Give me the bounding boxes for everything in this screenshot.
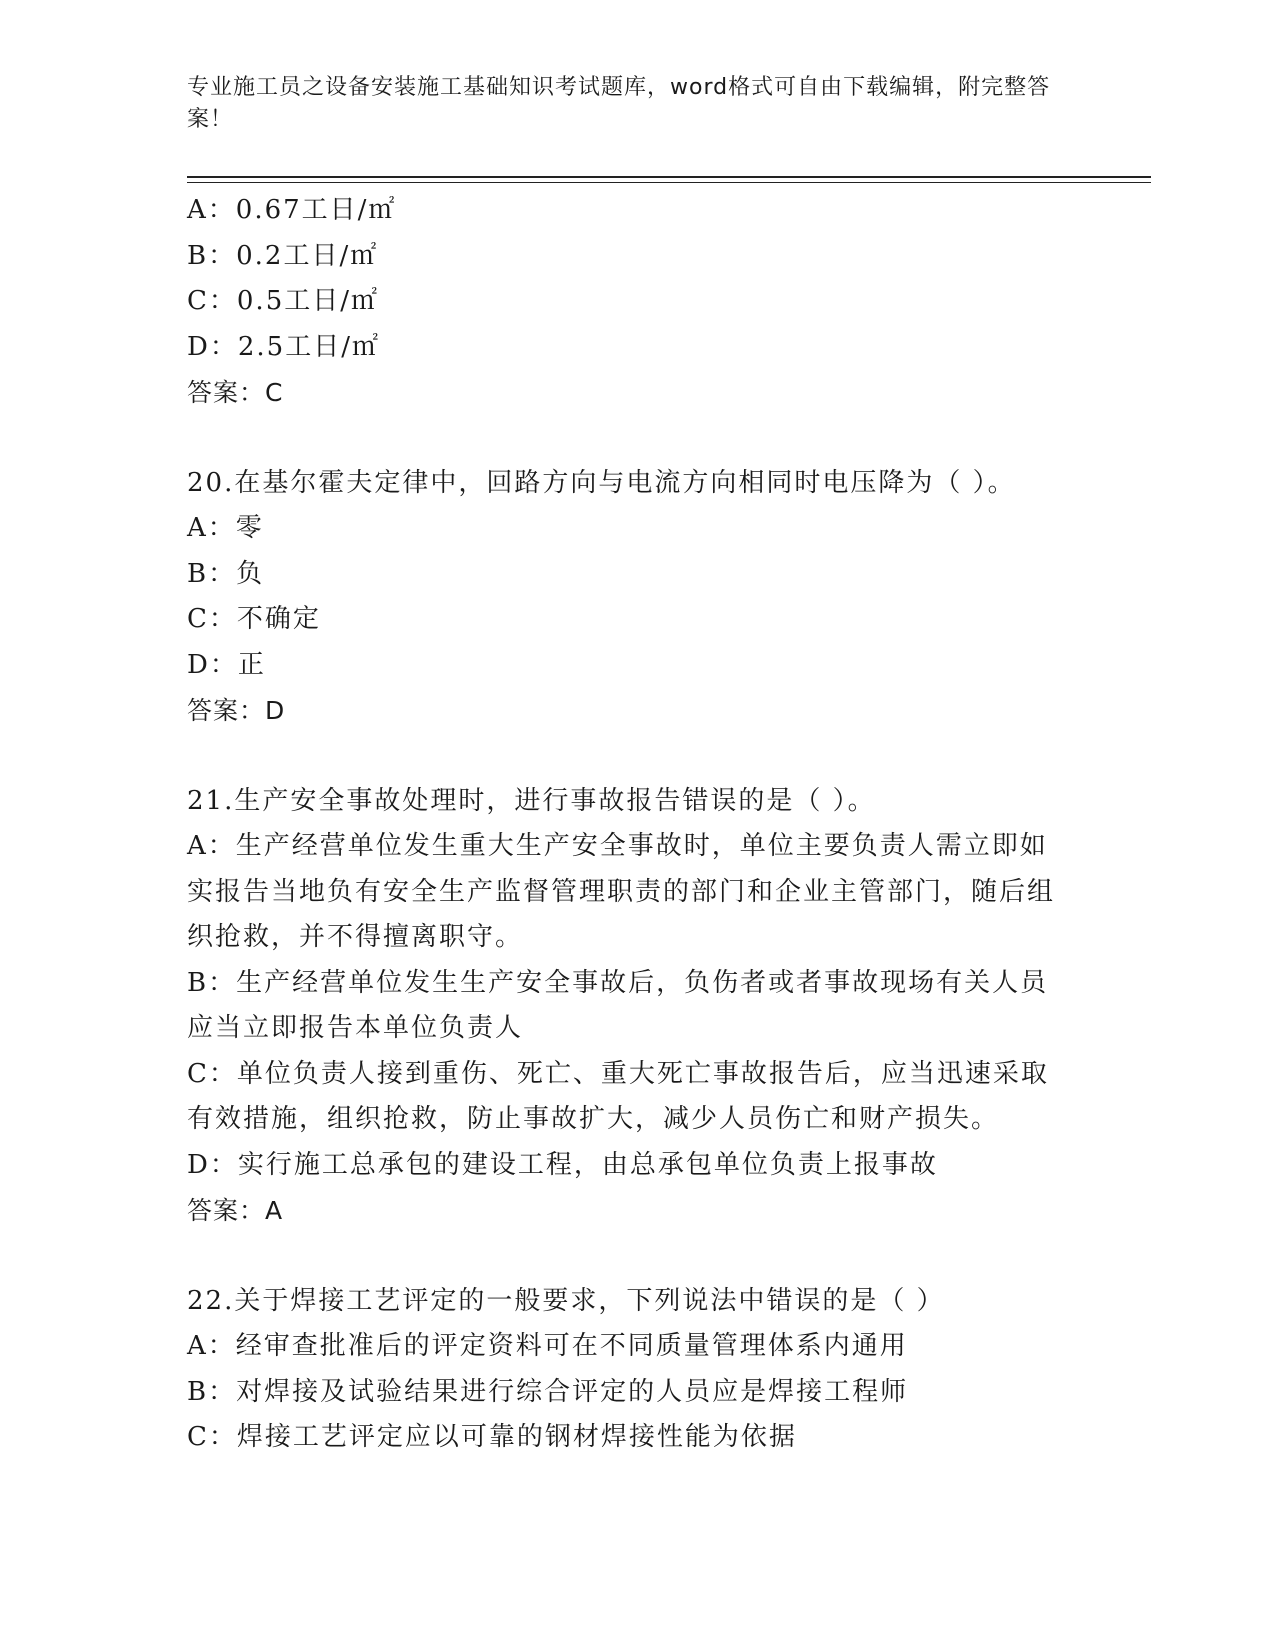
answer-line: 答案：C bbox=[187, 378, 284, 407]
option-b: B：生产经营单位发生生产安全事故后，负伤者或者事故现场有关人员应当立即报告本单位负责人 bbox=[187, 967, 1049, 1043]
option-c: C：单位负责人接到重伤、死亡、重大死亡事故报告后，应当迅速采取有效措施，组织抢救，防止事故扩大，减少人员伤亡和财产损失。 bbox=[187, 1058, 1049, 1134]
option-a: A：0.67工日/㎡ bbox=[187, 195, 397, 225]
option-d: D：2.5工日/㎡ bbox=[187, 331, 380, 362]
option-c: C：焊接工艺评定应以可靠的钢材焊接性能为依据 bbox=[187, 1422, 797, 1452]
header-divider-thin bbox=[187, 182, 1151, 183]
option-d: D：正 bbox=[187, 649, 266, 680]
option-c: C：不确定 bbox=[187, 604, 321, 634]
question-list bbox=[187, 188, 1087, 1461]
option-a: A：零 bbox=[187, 513, 264, 543]
option-a: A：生产经营单位发生重大生产安全事故时，单位主要负责人需立即如实报告当地负有安全生产监督管理职责的部门和企业主管部门，随后组织抢救，并不得擅离职守。 bbox=[187, 831, 1056, 952]
answer-line: 答案：A bbox=[187, 1196, 284, 1225]
question-stem: 21.生产安全事故处理时，进行事故报告错误的是（ ）。 bbox=[187, 785, 876, 816]
header-divider-thick bbox=[187, 176, 1151, 178]
answer-line: 答案：D bbox=[187, 696, 286, 725]
document-header: 专业施工员之设备安装施工基础知识考试题库，word格式可自由下载编辑，附完整答案！ bbox=[187, 75, 1051, 132]
option-b: B：对焊接及试验结果进行综合评定的人员应是焊接工程师 bbox=[187, 1376, 909, 1407]
option-a: A：经审查批准后的评定资料可在不同质量管理体系内通用 bbox=[187, 1331, 908, 1361]
question-block-prev bbox=[187, 188, 1087, 416]
question-stem: 22.关于焊接工艺评定的一般要求，下列说法中错误的是（ ） bbox=[187, 1285, 945, 1316]
option-c: C：0.5工日/㎡ bbox=[187, 286, 380, 316]
question-block-20 bbox=[187, 461, 1087, 734]
spacer bbox=[187, 416, 1087, 461]
spacer bbox=[187, 734, 1087, 779]
question-block-21 bbox=[187, 779, 1087, 1234]
option-b: B：0.2工日/㎡ bbox=[187, 240, 379, 271]
spacer bbox=[187, 1234, 1087, 1279]
question-block-22 bbox=[187, 1279, 1087, 1461]
option-b: B：负 bbox=[187, 558, 265, 589]
option-d: D：实行施工总承包的建设工程，由总承包单位负责上报事故 bbox=[187, 1149, 938, 1180]
question-stem: 20.在基尔霍夫定律中，回路方向与电流方向相同时电压降为（ ）。 bbox=[187, 467, 1016, 498]
